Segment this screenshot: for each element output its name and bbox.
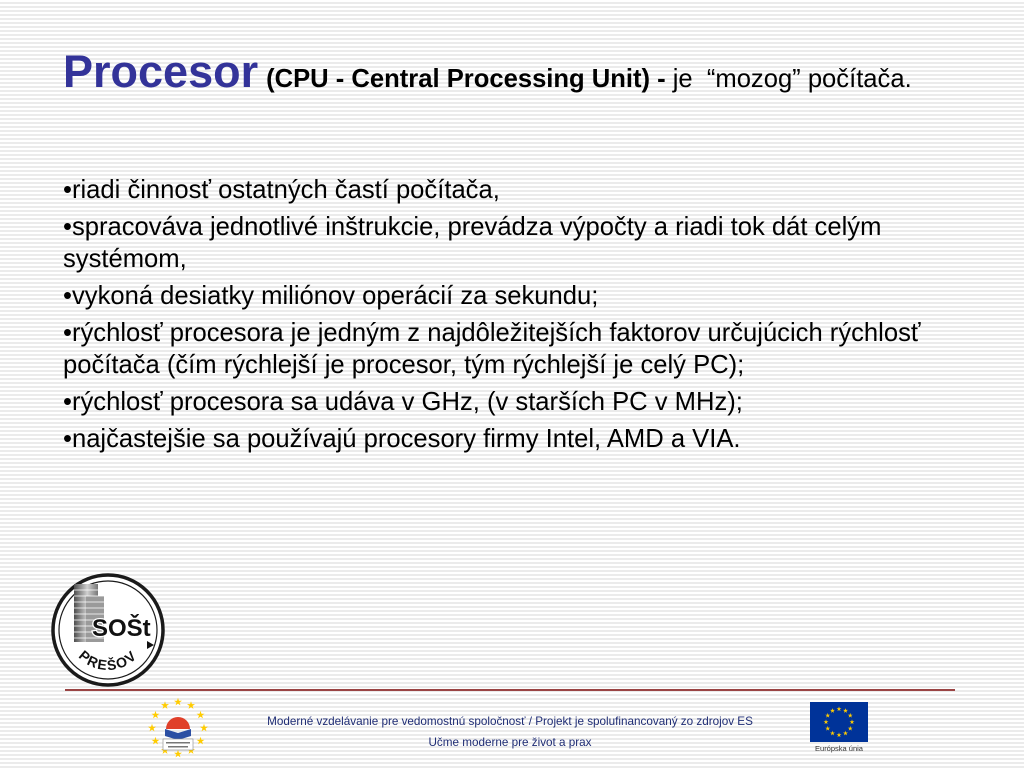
bullet-text: riadi činnosť ostatných častí počítača, xyxy=(71,176,500,204)
yellow-star-icon xyxy=(148,724,156,732)
bullet-list xyxy=(63,174,958,460)
logo-city-text: PREŠOV xyxy=(75,646,141,674)
logo-letters: SOŠt xyxy=(92,615,151,642)
sun-icon xyxy=(166,717,190,729)
bullet-marker: • xyxy=(63,213,72,241)
footer-project-line: Moderné vzdelávanie pre vedomostnú spoločnosť / Projekt je spolufinancovaný zo zdrojov ES xyxy=(267,715,753,728)
star-ring-emblem-icon xyxy=(144,696,214,764)
eu-flag-icon xyxy=(810,702,868,742)
yellow-star-icon xyxy=(174,698,182,706)
bullet-marker: • xyxy=(63,319,72,347)
bullet-text: spracováva jednotlivé inštrukcie, prevádza výpočty a riadi tok dát celým systémom, xyxy=(63,213,882,273)
school-emblem-icon xyxy=(48,566,170,692)
bullet-text: rýchlosť procesora sa udáva v GHz, (v starších PC v MHz); xyxy=(71,388,743,416)
program-logo-label-line xyxy=(168,746,188,748)
title-abbreviation: (CPU - Central Processing Unit) - xyxy=(266,65,666,93)
program-logo-label-line xyxy=(166,742,190,744)
bullet-item xyxy=(63,280,958,312)
footer-motto-line: Učme moderne pre život a prax xyxy=(428,736,592,749)
bullet-marker: • xyxy=(63,425,72,453)
footer-separator xyxy=(65,689,955,691)
bullet-item xyxy=(63,211,958,275)
bullet-item xyxy=(63,423,958,455)
yellow-star-icon xyxy=(151,711,159,719)
yellow-star-icon xyxy=(161,701,169,709)
title-main: Procesor xyxy=(63,46,259,97)
yellow-star-icon xyxy=(174,750,182,758)
bullet-marker: • xyxy=(63,282,72,310)
program-logo-label-box xyxy=(163,739,193,750)
bullet-item xyxy=(63,386,958,418)
bullet-item xyxy=(63,317,958,381)
yellow-star-icon xyxy=(151,737,159,745)
yellow-star-icon xyxy=(200,724,208,732)
footer-text xyxy=(230,711,790,753)
bullet-text: najčastejšie sa používajú procesory firmy Intel, AMD a VIA. xyxy=(71,425,741,453)
bullet-marker: • xyxy=(63,388,72,416)
open-book-icon xyxy=(165,729,191,740)
yellow-star-icon xyxy=(197,711,205,719)
title-rest: je “mozog” počítača. xyxy=(672,65,912,93)
bullet-marker: • xyxy=(63,176,72,204)
bullet-text: rýchlosť procesora je jedným z najdôležitejších faktorov určujúcich rýchlosť počítača (čím rýchlejší je procesor, tým rýchlejší je celý PC); xyxy=(63,319,921,379)
yellow-star-icon xyxy=(187,701,195,709)
yellow-star-icon xyxy=(197,737,205,745)
bullet-text: vykoná desiatky miliónov operácií za sekundu; xyxy=(71,282,599,310)
bullet-item xyxy=(63,174,958,206)
eu-label: Európska únia xyxy=(815,744,863,753)
slide-title xyxy=(63,46,1008,97)
